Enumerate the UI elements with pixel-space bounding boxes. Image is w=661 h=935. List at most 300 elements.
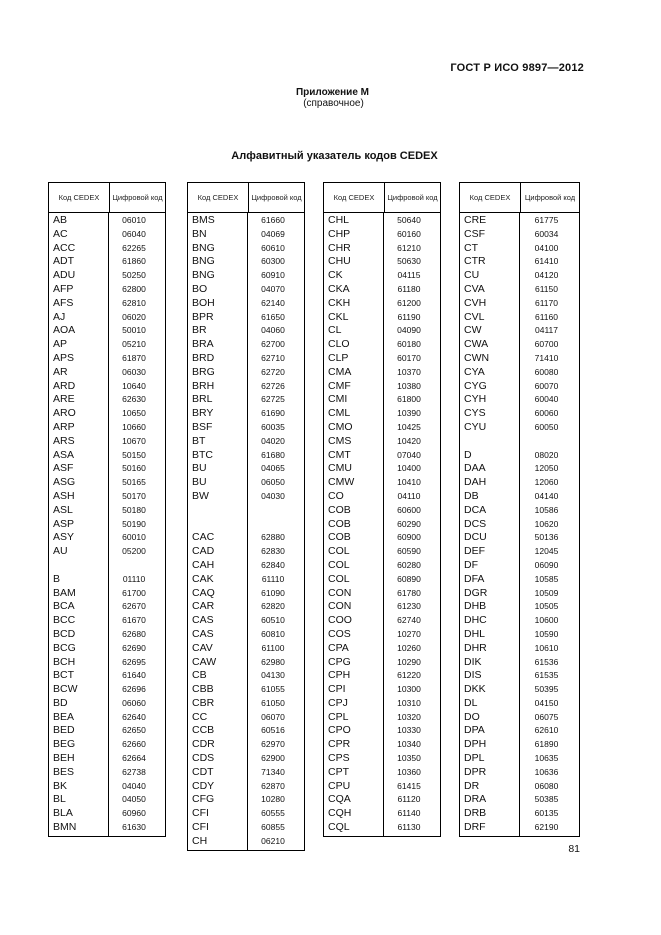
digital-code: 10585 <box>534 573 559 584</box>
cedex-code: CPJ <box>328 696 348 709</box>
cedex-code: AU <box>53 545 68 558</box>
cedex-code: CPG <box>328 655 351 668</box>
cedex-code: DHR <box>464 641 487 654</box>
cedex-code: CPA <box>328 641 349 654</box>
cedex-code: CPL <box>328 710 349 723</box>
digital-code: 61660 <box>261 215 285 225</box>
digital-code: 04150 <box>534 697 559 708</box>
cedex-code: CPI <box>328 683 346 696</box>
cedex-code: CPO <box>328 724 351 737</box>
cedex-code: CTR <box>464 255 486 268</box>
code-column <box>460 213 520 836</box>
digital-code <box>109 559 165 573</box>
cedex-code: BRD <box>192 351 215 364</box>
cedex-code: ARO <box>53 407 76 420</box>
cedex-code: DCA <box>464 503 487 516</box>
digital-code: 60034 <box>534 228 559 239</box>
digital-code: 61110 <box>261 573 285 584</box>
digital-code: 50385 <box>534 794 559 805</box>
cedex-code: CKH <box>328 296 351 309</box>
digital-code: 62725 <box>261 394 285 405</box>
digital-code: 04090 <box>397 325 421 336</box>
cedex-code: BMS <box>192 214 215 226</box>
cedex-code: CH <box>192 834 208 847</box>
digital-code: 60516 <box>261 725 285 736</box>
cedex-code: CDY <box>192 779 215 792</box>
digital-code: 62800 <box>122 283 146 294</box>
cedex-code: BN <box>192 227 207 240</box>
cedex-code: CON <box>328 600 352 613</box>
digital-code: 62660 <box>122 739 146 750</box>
cedex-code: BK <box>53 779 68 792</box>
digital-code: 50170 <box>122 490 146 501</box>
cedex-code: CML <box>328 407 351 420</box>
cedex-code: ADT <box>53 255 74 268</box>
digital-code: 62740 <box>397 615 421 626</box>
digital-code-column <box>384 213 440 836</box>
cedex-code: BCH <box>53 655 76 668</box>
cedex-code: CLP <box>328 351 349 364</box>
digital-code: 61535 <box>534 670 559 681</box>
digital-code: 60180 <box>397 339 421 350</box>
cedex-code: CHP <box>328 227 351 240</box>
cedex-code: CMU <box>328 462 352 475</box>
appendix-subtitle: (справочное) <box>303 98 364 109</box>
cedex-code: CPT <box>328 765 349 778</box>
cedex-code: COS <box>328 627 351 640</box>
cedex-code: CAV <box>192 641 213 654</box>
cedex-code: CT <box>464 241 478 254</box>
cedex-code: CKL <box>328 310 349 323</box>
digital-code: 06060 <box>122 697 146 708</box>
digital-code: 61180 <box>397 283 421 294</box>
digital-code: 10590 <box>534 628 559 639</box>
cedex-code: CW <box>464 324 482 337</box>
cedex-code: COL <box>328 558 350 571</box>
digital-code: 06010 <box>122 215 146 225</box>
digital-code: 10360 <box>397 766 421 777</box>
digital-code-column <box>248 213 304 850</box>
cedex-code: BO <box>192 282 208 295</box>
digital-code: 10410 <box>397 477 421 488</box>
header-digital-code: Цифровой код <box>112 193 163 202</box>
digital-code: 71340 <box>261 766 285 777</box>
cedex-code: CHL <box>328 214 350 226</box>
cedex-code: CMT <box>328 448 351 461</box>
digital-code: 10636 <box>534 766 559 777</box>
digital-code: 12060 <box>534 477 559 488</box>
digital-code: 60900 <box>397 532 421 543</box>
header-code-cedex: Код CEDEX <box>188 183 249 212</box>
cedex-code: AC <box>53 227 68 240</box>
digital-code: 61130 <box>397 822 421 833</box>
cedex-code: CHR <box>328 241 351 254</box>
digital-code-column <box>520 213 579 836</box>
digital-code: 62810 <box>122 297 146 308</box>
cedex-code <box>460 435 519 449</box>
cedex-code: BAM <box>53 586 76 599</box>
cedex-code: COB <box>328 531 351 544</box>
digital-code: 61150 <box>534 283 558 294</box>
cedex-code: DPR <box>464 765 487 778</box>
digital-code: 62820 <box>261 601 285 612</box>
digital-code: 62738 <box>122 766 146 777</box>
cedex-code: B <box>53 572 61 585</box>
digital-code: 10260 <box>397 642 421 653</box>
digital-code: 62140 <box>261 297 285 308</box>
header-code-cedex: Код CEDEX <box>49 183 110 212</box>
cedex-code: APS <box>53 351 75 364</box>
digital-code-column <box>109 213 165 836</box>
digital-code: 61800 <box>397 394 421 405</box>
cedex-code: AJ <box>53 310 66 323</box>
cedex-code: CAQ <box>192 586 215 599</box>
digital-code: 04110 <box>397 490 421 501</box>
cedex-code: ASH <box>53 489 75 502</box>
digital-code: 60555 <box>261 808 285 819</box>
cedex-code: CAH <box>192 558 215 571</box>
cedex-code: BNG <box>192 255 215 268</box>
digital-code: 50640 <box>397 215 421 225</box>
cedex-code: BL <box>53 793 66 806</box>
cedex-code: CK <box>328 269 343 282</box>
digital-code: 10635 <box>534 753 559 764</box>
cedex-code: DRF <box>464 821 486 834</box>
code-column <box>188 213 248 850</box>
cedex-code: BPR <box>192 310 214 323</box>
digital-code: 04115 <box>397 270 421 281</box>
digital-code: 61700 <box>122 587 146 598</box>
digital-code: 04060 <box>261 325 285 336</box>
digital-code: 10420 <box>397 435 421 446</box>
cedex-code: CRE <box>464 214 487 226</box>
digital-code: 50160 <box>122 463 146 474</box>
cedex-code: CPH <box>328 669 351 682</box>
cedex-code: CHU <box>328 255 351 268</box>
digital-code: 60080 <box>534 366 559 377</box>
code-column <box>324 213 384 836</box>
page-title: Алфавитный указатель кодов CEDEX <box>231 150 438 162</box>
cedex-code: CAC <box>192 531 215 544</box>
cedex-code: CBR <box>192 696 215 709</box>
cedex-code: ASA <box>53 448 75 461</box>
cedex-code: ASY <box>53 531 75 544</box>
cedex-code: BEG <box>53 738 76 751</box>
digital-code: 10505 <box>534 601 559 612</box>
digital-code: 10340 <box>397 739 421 750</box>
cedex-code: ASG <box>53 476 76 489</box>
cedex-code: CQL <box>328 821 350 834</box>
cedex-code: ARS <box>53 434 75 447</box>
digital-code: 61870 <box>122 352 146 363</box>
digital-code: 62190 <box>534 822 559 833</box>
digital-code: 61050 <box>261 697 285 708</box>
digital-code: 04040 <box>122 780 146 791</box>
cedex-code: CFI <box>192 807 209 820</box>
digital-code: 61630 <box>122 822 146 833</box>
cedex-code: BRL <box>192 393 213 406</box>
digital-code: 10640 <box>122 380 146 391</box>
index-table-4 <box>459 182 580 837</box>
cedex-code: DFA <box>464 572 485 585</box>
digital-code: 50165 <box>122 477 146 488</box>
table-header <box>188 183 304 213</box>
digital-code: 61210 <box>397 242 421 253</box>
digital-code: 60855 <box>261 822 285 833</box>
digital-code: 10400 <box>397 463 421 474</box>
digital-code: 10290 <box>397 656 421 667</box>
digital-code: 50010 <box>122 325 146 336</box>
cedex-code: BT <box>192 434 206 447</box>
digital-code: 62690 <box>122 642 146 653</box>
digital-code: 62680 <box>122 628 146 639</box>
digital-code: 61415 <box>397 780 421 791</box>
cedex-code: CAW <box>192 655 217 668</box>
digital-code: 12045 <box>534 546 559 557</box>
digital-code: 62700 <box>261 339 285 350</box>
digital-code: 62695 <box>122 656 146 667</box>
cedex-code: CAD <box>192 545 215 558</box>
digital-code: 10509 <box>534 587 559 598</box>
cedex-code: CMF <box>328 379 351 392</box>
cedex-code: CDR <box>192 738 215 751</box>
cedex-code: ARP <box>53 420 75 433</box>
cedex-code: CBB <box>192 683 214 696</box>
digital-code: 61230 <box>397 601 421 612</box>
cedex-code: CSF <box>464 227 485 240</box>
digital-code: 10370 <box>397 366 421 377</box>
digital-code: 61690 <box>261 408 285 419</box>
cedex-code: CPR <box>328 738 351 751</box>
cedex-code: CPU <box>328 779 351 792</box>
cedex-code: CKA <box>328 282 350 295</box>
digital-code: 60170 <box>397 352 421 363</box>
cedex-code: CLO <box>328 338 350 351</box>
digital-code: 08020 <box>534 449 559 460</box>
digital-code: 06040 <box>122 228 146 239</box>
digital-code: 05210 <box>122 339 146 350</box>
table-header <box>460 183 579 213</box>
digital-code: 61680 <box>261 449 285 460</box>
digital-code <box>248 504 304 518</box>
cedex-code: CWA <box>464 338 489 351</box>
cedex-code: ASF <box>53 462 74 475</box>
digital-code: 62980 <box>261 656 285 667</box>
cedex-code: BTC <box>192 448 213 461</box>
digital-code: 06090 <box>534 559 559 570</box>
cedex-code: CAS <box>192 627 214 640</box>
cedex-code: BCA <box>53 600 75 613</box>
cedex-code: BD <box>53 696 68 709</box>
digital-code: 62265 <box>122 242 146 253</box>
cedex-code: DPA <box>464 724 485 737</box>
cedex-code: CU <box>464 269 480 282</box>
cedex-code: CFI <box>192 821 209 834</box>
cedex-code: DAA <box>464 462 486 475</box>
digital-code: 62970 <box>261 739 285 750</box>
digital-code: 60300 <box>261 256 285 267</box>
cedex-code: COB <box>328 517 351 530</box>
cedex-code: BMN <box>53 821 77 834</box>
digital-code: 62630 <box>122 394 146 405</box>
digital-code: 12050 <box>534 463 559 474</box>
cedex-code: DRA <box>464 793 487 806</box>
cedex-code: BEH <box>53 752 75 765</box>
digital-code: 04117 <box>534 325 558 336</box>
digital-code: 50395 <box>534 684 559 695</box>
cedex-code: BCT <box>53 669 74 682</box>
digital-code: 06030 <box>122 366 146 377</box>
digital-code: 06070 <box>261 711 285 722</box>
digital-code: 10280 <box>261 794 285 805</box>
cedex-code: CL <box>328 324 342 337</box>
cedex-code: COL <box>328 545 350 558</box>
cedex-code: CAR <box>192 600 215 613</box>
digital-code: 06075 <box>534 711 559 722</box>
digital-code: 62640 <box>122 711 146 722</box>
digital-code: 62840 <box>261 559 285 570</box>
digital-code: 61650 <box>261 311 285 322</box>
cedex-code: CQH <box>328 807 352 820</box>
cedex-code: BW <box>192 489 209 502</box>
cedex-code: BRA <box>192 338 214 351</box>
header-code-cedex: Код CEDEX <box>460 183 521 212</box>
digital-code: 61670 <box>122 615 146 626</box>
digital-code: 62610 <box>534 725 559 736</box>
cedex-code: CMO <box>328 420 353 433</box>
cedex-code: CWN <box>464 351 490 364</box>
digital-code: 50190 <box>122 518 146 529</box>
cedex-code: AP <box>53 338 68 351</box>
cedex-code: BOH <box>192 296 215 309</box>
cedex-code: BED <box>53 724 75 737</box>
digital-code: 62726 <box>261 380 285 391</box>
cedex-code: DHC <box>464 614 487 627</box>
digital-code: 61100 <box>261 642 285 653</box>
cedex-code: DCU <box>464 531 487 544</box>
cedex-code: AOA <box>53 324 76 337</box>
digital-code: 10390 <box>397 408 421 419</box>
digital-code: 04120 <box>534 270 559 281</box>
cedex-code: BES <box>53 765 75 778</box>
digital-code: 62710 <box>261 352 285 363</box>
digital-code: 10300 <box>397 684 421 695</box>
header-digital-code: Цифровой код <box>387 193 438 202</box>
digital-code: 04140 <box>534 490 559 501</box>
appendix-title: Приложение М <box>295 87 370 98</box>
cedex-code: CPS <box>328 752 350 765</box>
digital-code: 62696 <box>122 684 146 695</box>
cedex-code: CON <box>328 586 352 599</box>
digital-code: 61536 <box>534 656 559 667</box>
digital-code: 10650 <box>122 408 146 419</box>
digital-code: 04100 <box>534 242 559 253</box>
digital-code: 10660 <box>122 421 146 432</box>
digital-code: 06080 <box>534 780 559 791</box>
digital-code: 62830 <box>261 546 285 557</box>
cedex-code: CC <box>192 710 208 723</box>
digital-code: 50250 <box>122 270 146 281</box>
digital-code: 62650 <box>122 725 146 736</box>
cedex-code: ASP <box>53 517 75 530</box>
cedex-code: BNG <box>192 241 215 254</box>
cedex-code: DL <box>464 696 478 709</box>
digital-code: 10610 <box>534 642 559 653</box>
cedex-code: DB <box>464 489 479 502</box>
cedex-code: DR <box>464 779 480 792</box>
cedex-code: DPL <box>464 752 485 765</box>
digital-code: 10310 <box>397 697 421 708</box>
cedex-code: DIK <box>464 655 482 668</box>
cedex-code: BNG <box>192 269 215 282</box>
digital-code: 10586 <box>534 504 559 515</box>
digital-code: 71410 <box>534 352 559 363</box>
digital-code: 61410 <box>534 256 559 267</box>
digital-code: 62664 <box>122 753 146 764</box>
cedex-code: CVL <box>464 310 485 323</box>
digital-code: 61120 <box>397 794 421 805</box>
table-header <box>324 183 440 213</box>
cedex-code: D <box>464 448 472 461</box>
cedex-code: AB <box>53 214 68 226</box>
cedex-code: DAH <box>464 476 487 489</box>
cedex-code: CQA <box>328 793 351 806</box>
index-table-2 <box>187 182 305 851</box>
digital-code: 50136 <box>534 532 559 543</box>
cedex-code <box>188 504 247 518</box>
digital-code: 62720 <box>261 366 285 377</box>
digital-code: 60040 <box>534 394 559 405</box>
standard-designation: ГОСТ Р ИСО 9897—2012 <box>450 62 584 74</box>
digital-code: 60700 <box>534 339 559 350</box>
digital-code <box>520 435 579 449</box>
cedex-code: CO <box>328 489 344 502</box>
cedex-code: CMW <box>328 476 355 489</box>
header-digital-code: Цифровой код <box>251 193 302 202</box>
cedex-code: CVA <box>464 282 485 295</box>
cedex-code: DEF <box>464 545 485 558</box>
digital-code: 61170 <box>534 297 558 308</box>
digital-code: 10425 <box>397 421 421 432</box>
digital-code: 60290 <box>397 518 421 529</box>
header-digital-code: Цифровой код <box>524 193 576 202</box>
cedex-code: AR <box>53 365 68 378</box>
cedex-code: DF <box>464 558 478 571</box>
digital-code: 62900 <box>261 753 285 764</box>
digital-code: 50150 <box>122 449 146 460</box>
cedex-code: CMI <box>328 393 348 406</box>
digital-code: 60280 <box>397 559 421 570</box>
cedex-code: CFG <box>192 793 215 806</box>
cedex-code: CMS <box>328 434 352 447</box>
cedex-code <box>49 559 108 573</box>
cedex-code: CYH <box>464 393 487 406</box>
cedex-code: AFS <box>53 296 74 309</box>
page-number: 81 <box>568 843 580 855</box>
digital-code: 04030 <box>261 490 285 501</box>
digital-code: 60910 <box>261 270 285 281</box>
cedex-code: DIS <box>464 669 482 682</box>
cedex-code: DHB <box>464 600 487 613</box>
cedex-code: ACC <box>53 241 76 254</box>
cedex-code: CYA <box>464 365 485 378</box>
cedex-code: CYS <box>464 407 486 420</box>
digital-code: 04020 <box>261 435 285 446</box>
cedex-code: BRH <box>192 379 215 392</box>
cedex-code: CDT <box>192 765 214 778</box>
cedex-code: BU <box>192 476 207 489</box>
appendix-heading <box>0 87 661 109</box>
